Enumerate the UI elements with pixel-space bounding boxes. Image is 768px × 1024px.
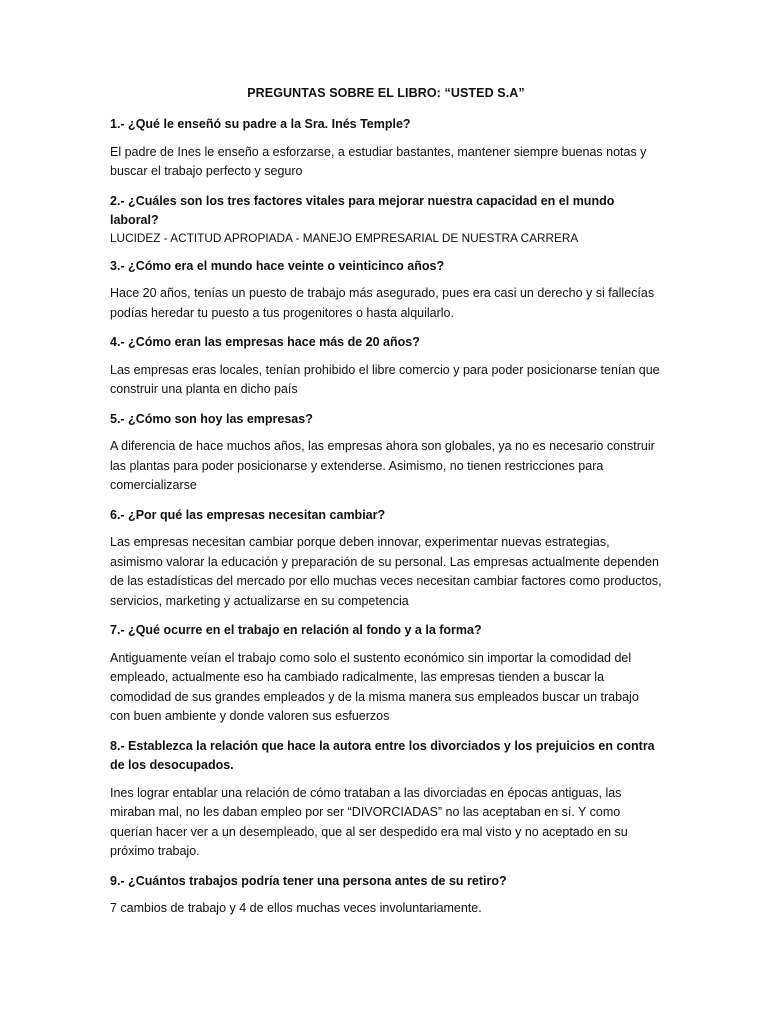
question-6: 6.- ¿Por qué las empresas necesitan cambiar? xyxy=(110,507,386,522)
qa-item-4 xyxy=(110,333,662,400)
question-1: 1.- ¿Qué le enseñó su padre a la Sra. Inés Temple? xyxy=(110,117,411,131)
qa-item-9 xyxy=(110,872,662,919)
answer-4: Las empresas eras locales, tenían prohibido el libre comercio y para poder posicionarse tenían que construir una planta en dicho país xyxy=(110,362,660,396)
qa-item-3 xyxy=(110,257,662,324)
answer-6: Las empresas necesitan cambiar porque deben innovar, experimentar nuevas estrategias, asimismo valorar la educación y preparación de su personal. Las empresas actualmente dependen de las estadísticas del mercado por ello muchas veces necesitan cambiar factores como productos, servicios, marketing y actualizarse en su competencia xyxy=(110,535,662,608)
question-9: 9.- ¿Cuántos trabajos podría tener una persona antes de su retiro? xyxy=(110,873,507,888)
document-title: PREGUNTAS SOBRE EL LIBRO: “USTED S.A” xyxy=(247,86,525,100)
qa-item-7 xyxy=(110,621,662,727)
answer-5: A diferencia de hace muchos años, las empresas ahora son globales, ya no es necesario construir las plantas para poder posicionarse y extenderse. Asimismo, no tienen restricciones para comercializarse xyxy=(110,439,655,492)
answer-8: Ines lograr entablar una relación de cómo trataban a las divorciadas en épocas antiguas, las miraban mal, no les daban empleo por ser “DIVORCIADAS” no las aceptaban en sí. Y como querían hacer ver a un desempleado, que al ser despedido era mal visto y no aceptado en su próximo trabajo. xyxy=(110,785,628,858)
answer-2: LUCIDEZ - ACTITUD APROPIADA - MANEJO EMPRESARIAL DE NUESTRA CARRERA xyxy=(110,230,579,245)
answer-9: 7 cambios de trabajo y 4 de ellos muchas veces involuntariamente. xyxy=(110,901,482,915)
qa-item-5 xyxy=(110,410,662,496)
question-7: 7.- ¿Qué ocurre en el trabajo en relación al fondo y a la forma? xyxy=(110,623,482,637)
question-3: 3.- ¿Cómo era el mundo hace veinte o veinticinco años? xyxy=(110,258,445,273)
qa-item-6 xyxy=(110,506,662,612)
answer-3: Hace 20 años, tenías un puesto de trabajo más asegurado, pues era casi un derecho y si fallecías podías heredar tu puesto a tus progenitores o hasta alquilarlo. xyxy=(110,286,655,320)
answer-1: El padre de Ines le enseño a esforzarse, a estudiar bastantes, mantener siempre buenas notas y buscar el trabajo perfecto y seguro xyxy=(110,144,647,178)
question-2: 2.- ¿Cuáles son los tres factores vitales para mejorar nuestra capacidad en el mundo laboral? xyxy=(110,193,615,227)
qa-item-1 xyxy=(110,115,662,182)
qa-item-2 xyxy=(110,192,662,247)
question-4: 4.- ¿Cómo eran las empresas hace más de 20 años? xyxy=(110,335,420,349)
question-5: 5.- ¿Cómo son hoy las empresas? xyxy=(110,411,313,426)
document-page xyxy=(110,86,662,929)
question-8: 8.- Establezca la relación que hace la autora entre los divorciados y los prejuicios en contra de los desocupados. xyxy=(110,738,655,772)
answer-7: Antiguamente veían el trabajo como solo el sustento económico sin importar la comodidad del empleado, actualmente eso ha cambiado radicalmente, las empresas tienden a buscar la comodidad de sus grandes empleados y de la misma manera sus empleados buscar un trabajo con buen ambiente y donde valoren sus esfuerzos xyxy=(110,650,639,723)
qa-item-8 xyxy=(110,737,662,862)
